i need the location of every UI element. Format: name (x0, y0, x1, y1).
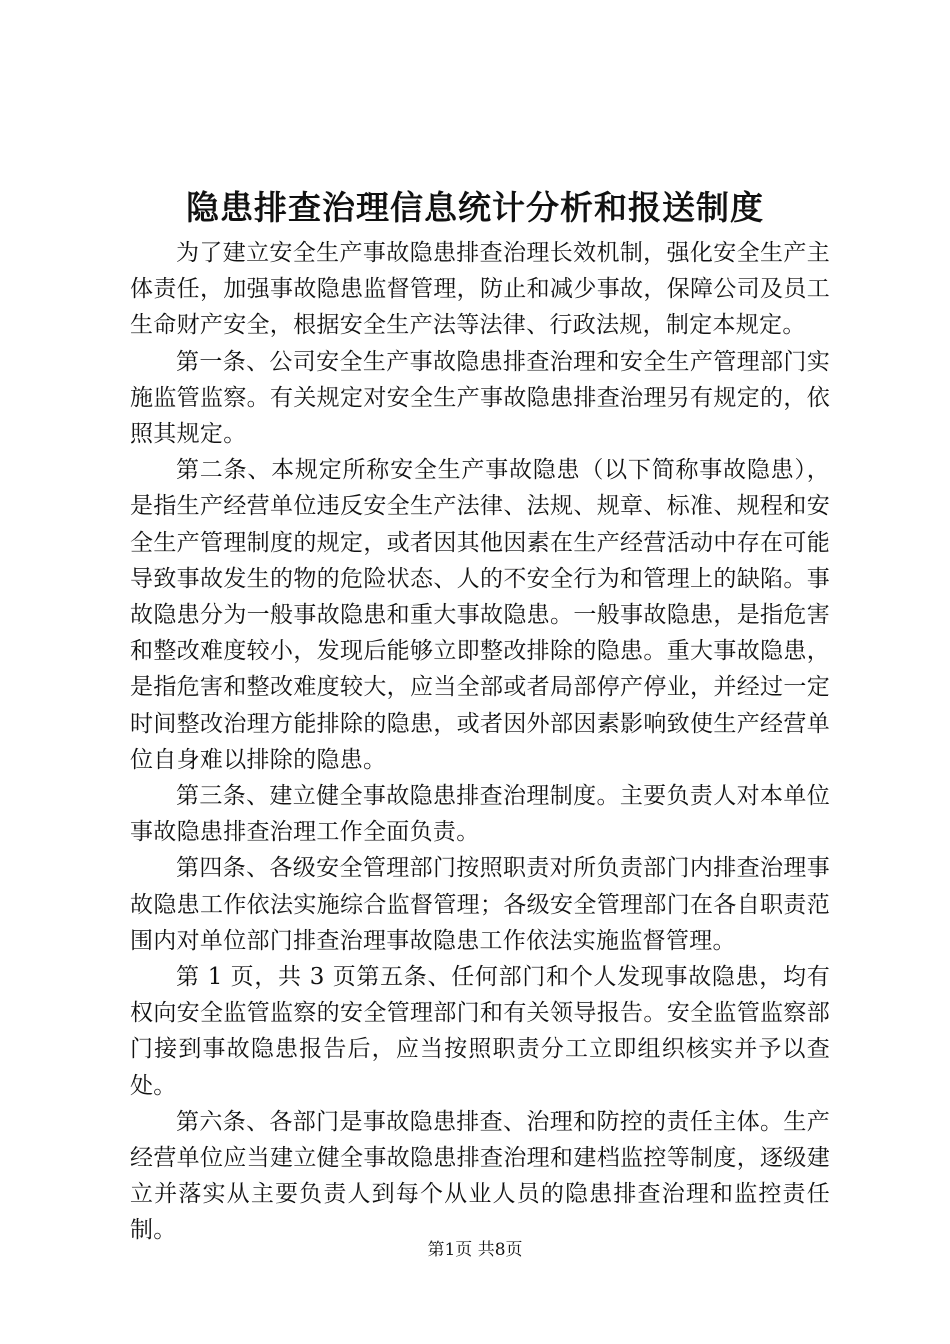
document-body (130, 235, 830, 1249)
document-title: 隐患排查治理信息统计分析和报送制度 (186, 188, 764, 227)
paragraph-article-6: 第六条、各部门是事故隐患排查、治理和防控的责任主体。生产经营单位应当建立健全事故隐患排查治理和建档监控等制度，逐级建立并落实从主要负责人到每个从业人员的隐患排查治理和监控责任制。 (130, 1108, 830, 1244)
page-footer: 第1页 共8页 (427, 1240, 523, 1260)
paragraph-intro: 为了建立安全生产事故隐患排查治理长效机制，强化安全生产主体责任，加强事故隐患监督管理，防止和减少事故，保障公司及员工生命财产安全，根据安全生产法等法律、行政法规，制定本规定。 (130, 240, 830, 339)
paragraph-article-3: 第三条、建立健全事故隐患排查治理制度。主要负责人对本单位事故隐患排查治理工作全面负责。 (130, 783, 830, 846)
paragraph-article-4: 第四条、各级安全管理部门按照职责对所负责部门内排查治理事故隐患工作依法实施综合监督管理；各级安全管理部门在各自职责范围内对单位部门排查治理事故隐患工作依法实施监督管理。 (130, 855, 830, 954)
paragraph-article-5: 第 1 页，共 3 页第五条、任何部门和个人发现事故隐患，均有权向安全监管监察的安全管理部门和有关领导报告。安全监管监察部门接到事故隐患报告后，应当按照职责分工立即组织核实并予以查处。 (130, 964, 830, 1099)
paragraph-article-2: 第二条、本规定所称安全生产事故隐患（以下简称事故隐患），是指生产经营单位违反安全生产法律、法规、规章、标准、规程和安全生产管理制度的规定，或者因其他因素在生产经营活动中存在可能导致事故发生的物的危险状态、人的不安全行为和管理上的缺陷。事故隐患分为一般事故隐患和重大事故隐患。一般事故隐患，是指危害和整改难度较小，发现后能够立即整改排除的隐患。重大事故隐患，是指危害和整改难度较大，应当全部或者局部停产停业，并经过一定时间整改治理方能排除的隐患，或者因外部因素影响致使生产经营单位自身难以排除的隐患。 (130, 457, 830, 773)
paragraph-article-1: 第一条、公司安全生产事故隐患排查治理和安全生产管理部门实施监管监察。有关规定对安全生产事故隐患排查治理另有规定的，依照其规定。 (130, 348, 830, 448)
